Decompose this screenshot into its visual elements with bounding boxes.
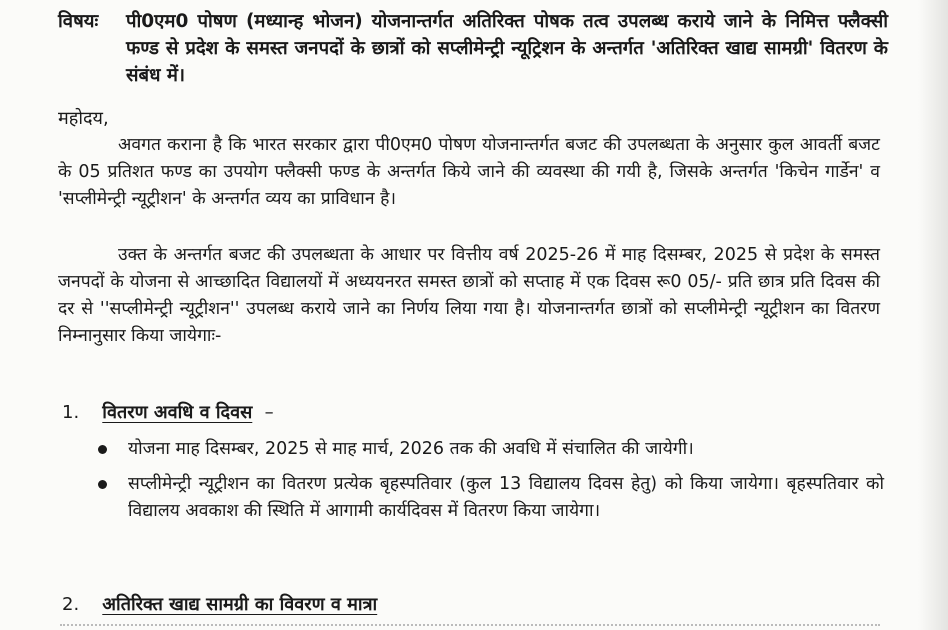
list-item — [94, 471, 884, 525]
subject-text: पी0एम0 पोषण (मध्यान्ह भोजन) योजनान्तर्गत अतिरिक्त पोषक तत्व उपलब्ध कराये जाने के निमित्त फ्लैक्सी फण्ड से प्रदेश के समस्त जनपदों के छात्रों को सप्लीमेन्ट्री न्यूट्रिशन के अन्तर्गत 'अतिरिक्त खाद्य सामग्री' वितरण के संबंध में। — [126, 11, 888, 86]
section-1-heading — [62, 400, 274, 424]
section-2-heading — [62, 592, 377, 616]
paragraph-2: उक्त के अन्तर्गत बजट की उपलब्धता के आधार पर वित्तीय वर्ष 2025-26 में माह दिसम्बर, 2025 से प्रदेश के समस्त जनपदों के योजना से आच्छादित विद्यालयों में अध्ययनरत समस्त छात्रों को सप्ताह में एक दिवस रू0 05/- प्रति छात्र प्रति दिवस की दर से ''सप्लीमेन्ट्री न्यूट्रीशन'' उपलब्ध कराये जाने का निर्णय लिया गया है। योजनान्तर्गत छात्रों को सप्लीमेन्ट्री न्यूट्रीशन का वितरण निम्नानुसार किया जायेगाः- — [58, 245, 880, 346]
bullet-text: सप्लीमेन्ट्री न्यूट्रीशन का वितरण प्रत्येक बृहस्पतिवार (कुल 13 विद्यालय दिवस हेतु) को किया जायेगा। बृहस्पतिवार को विद्यालय अवकाश की स्थिति में आगामी कार्यदिवस में वितरण किया जायेगा। — [128, 474, 884, 521]
salutation: महोदय, — [58, 108, 109, 129]
paragraph-1: अवगत कराना है कि भारत सरकार द्वारा पी0एम0 पोषण योजनान्तर्गत बजट की उपलब्धता के अनुसार कुल आवर्ती बजट के 05 प्रतिशत फण्ड का उपयोग फ्लैक्सी फण्ड के अन्तर्गत किये जाने की व्यवस्था की गयी है, जिसके अन्तर्गत 'किचेन गार्डेन' व 'सप्लीमेन्ट्री न्यूट्रीशन' के अन्तर्गत व्यय का प्राविधान है। — [58, 135, 880, 209]
subject-label: विषयः — [58, 11, 99, 32]
section-1-dash: – — [264, 402, 274, 423]
section-1-title: वितरण अवधि व दिवस — [102, 402, 253, 423]
section-2-title: अतिरिक्त खाद्य सामग्री का विवरण व मात्रा — [102, 594, 378, 615]
cut-off-next-line — [60, 624, 880, 630]
section-2-number: 2. — [62, 594, 80, 615]
bullet-text: योजना माह दिसम्बर, 2025 से माह मार्च, 2026 तक की अवधि में संचालित की जायेगी। — [128, 439, 694, 459]
bullet-dot-icon — [98, 480, 107, 489]
page-edge-shadow — [918, 0, 948, 630]
list-item — [94, 436, 884, 463]
subject-block — [58, 8, 888, 89]
section-1-number: 1. — [62, 402, 80, 423]
section-1-bullet-list — [94, 436, 884, 533]
bullet-dot-icon — [98, 445, 107, 454]
